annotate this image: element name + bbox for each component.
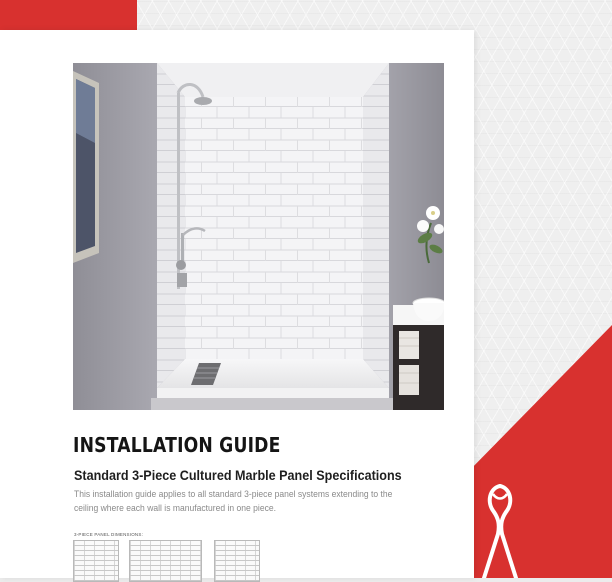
page-title: INSTALLATION GUIDE xyxy=(73,433,281,457)
page-subtitle: Standard 3-Piece Cultured Marble Panel Specifications xyxy=(74,467,402,483)
intro-paragraph: This installation guide applies to all standard 3-piece panel systems extending to the ceiling where each wall is manufactured in one piece. xyxy=(74,489,393,514)
panel-diagram-left xyxy=(73,540,119,582)
panel-dimensions-label: 3-PIECE PANEL DIMENSIONS: xyxy=(74,532,144,537)
red-corner-top xyxy=(0,0,137,30)
document-page xyxy=(0,30,474,578)
panel-diagram-right xyxy=(214,540,260,582)
shower-photo xyxy=(73,63,444,410)
ribbon-logo-icon xyxy=(470,478,530,578)
panel-diagram-back xyxy=(129,540,202,582)
